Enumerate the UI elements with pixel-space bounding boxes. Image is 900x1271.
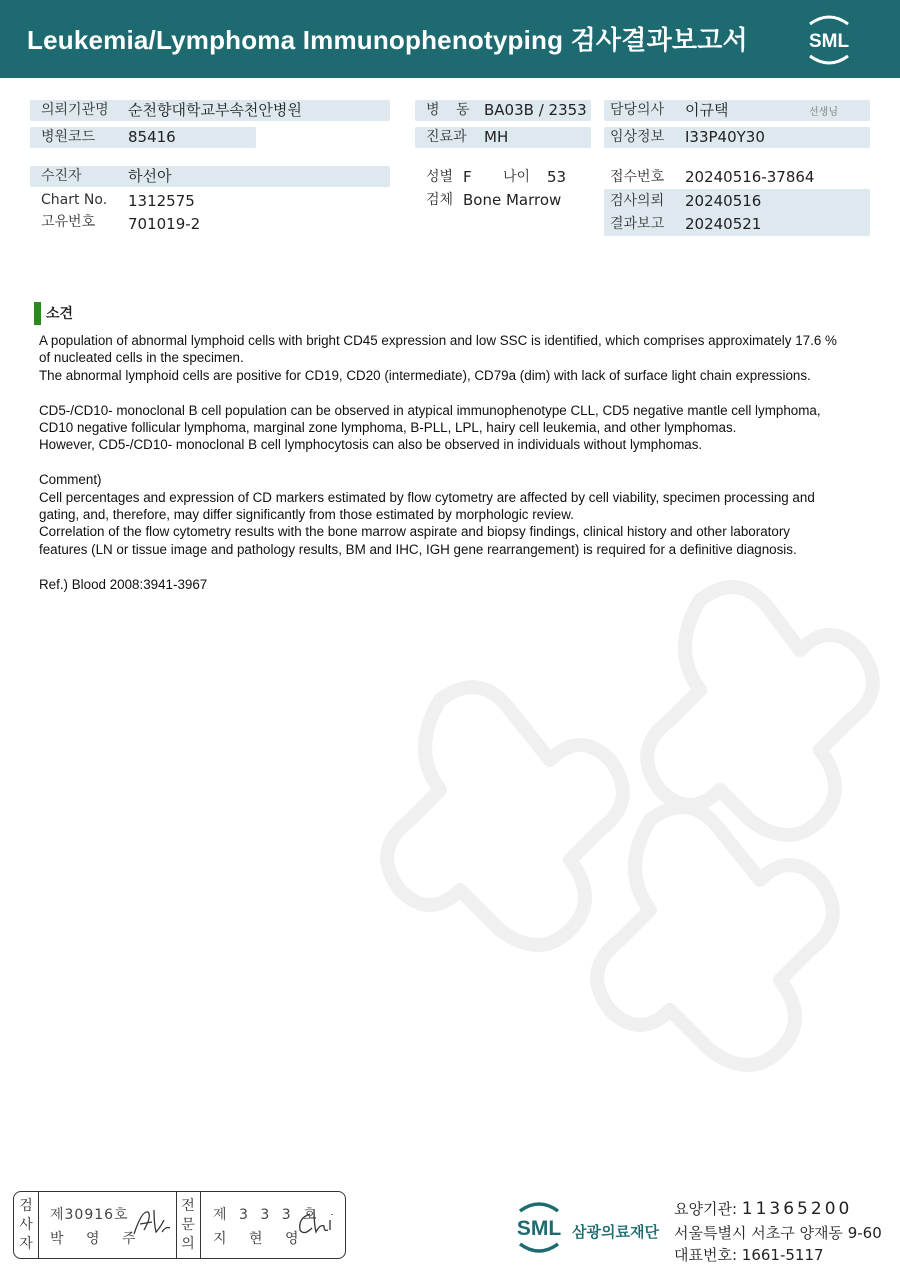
receipt-value: 20240516-37864 [685, 168, 815, 186]
tester-char: 검 [19, 1198, 33, 1214]
hospital-code-value: 85416 [128, 128, 176, 146]
comment-heading: Comment) [39, 472, 102, 488]
finding-paragraph: A population of abnormal lymphoid cells with bright CD45 expression and low SSC is identified, which comprises approximately 17.6 % of nucleated cells in the specimen. [39, 333, 837, 366]
sex-label: 성별 [426, 169, 454, 185]
dept-value: MH [484, 128, 509, 146]
institution-code-value: 11365200 [741, 1199, 853, 1219]
watermark-cross-shapes [350, 560, 890, 1080]
finding-paragraph: CD5-/CD10- monoclonal B cell population can be observed in atypical immunophenotype CLL, CD5 negative mantle cell lymphoma, CD10 negative follicular lymphoma, marginal zone lymphoma, B-PLL, LPL, hairy cell leukemia, and other lymphomas. [39, 402, 821, 436]
unique-label: 고유번호 [41, 214, 96, 230]
sex-value: F [463, 168, 472, 186]
patient-value: 하선아 [128, 167, 172, 185]
expert-char: 문 [181, 1217, 195, 1233]
dept-label: 진료과 [426, 129, 467, 145]
chart-value: 1312575 [128, 192, 195, 210]
footer-logo-text: SML [516, 1217, 562, 1240]
comment-paragraph: Cell percentages and expression of CD markers estimated by flow cytometry are affected by cell viability, specimen processing and gating, and, therefore, may differ significantly from those estimated by morphologic review. [39, 489, 815, 523]
phone-value: 1661-5117 [741, 1246, 824, 1264]
section-marker [34, 302, 41, 325]
expert-char: 전 [181, 1198, 195, 1214]
receipt-label: 접수번호 [610, 169, 665, 185]
comment-paragraph: Correlation of the flow cytometry results with the bone marrow aspirate and biopsy findings, clinical history and other laboratory features (LN or tissue image and pathology results, BM and IHC, IGH gene rearrangement) is required for a definitive diagnosis. [39, 524, 797, 557]
tester-char: 자 [19, 1236, 33, 1252]
tester-signature-icon [130, 1206, 174, 1240]
clinical-label: 임상정보 [610, 129, 665, 145]
report-title: Leukemia/Lymphoma Immunophenotyping 검사결과보고서 [27, 25, 748, 55]
divider [38, 1192, 39, 1258]
request-label: 검사의뢰 [610, 193, 665, 209]
expert-char: 의 [181, 1236, 195, 1252]
tester-char: 사 [19, 1217, 33, 1233]
organization-name: 삼광의료재단 [572, 1223, 659, 1241]
findings-title: 소견 [46, 306, 74, 322]
sml-logo [800, 12, 858, 66]
clinical-value: I33P40Y30 [685, 128, 765, 146]
footer-sml-logo [508, 1198, 570, 1256]
signature-box [13, 1191, 346, 1259]
patient-label: 수진자 [41, 168, 82, 184]
phone-label: 대표번호: [674, 1246, 738, 1264]
report-label: 결과보고 [610, 216, 665, 232]
divider [200, 1192, 201, 1258]
ward-value: BA03B / 2353 [484, 101, 587, 119]
hospital-label: 의뢰기관명 [41, 102, 109, 118]
tester-name: 박 영 주 [50, 1231, 145, 1247]
address: 서울특별시 서초구 양재동 9-60 [674, 1224, 882, 1242]
logo-text: SML [808, 31, 850, 52]
doctor-value: 이규택 [685, 101, 729, 119]
chart-label: Chart No. [41, 192, 108, 208]
phone [674, 1244, 824, 1265]
tester-license: 제30916호 [50, 1207, 129, 1223]
patient-row-bg [30, 166, 390, 187]
expert-name: 지 현 영 [213, 1231, 308, 1247]
divider [176, 1192, 177, 1258]
findings-body [39, 332, 839, 593]
doctor-label: 담당의사 [610, 102, 665, 118]
hospital-value: 순천향대학교부속천안병원 [128, 101, 302, 119]
unique-value: 701019-2 [128, 215, 201, 233]
report-value: 20240521 [685, 215, 762, 233]
report-header [0, 0, 900, 78]
expert-license: 제 3 3 3 호 [213, 1207, 321, 1223]
institution-code-label: 요양기관: [674, 1200, 738, 1218]
specimen-label: 검체 [426, 192, 454, 208]
hospital-code-label: 병원코드 [41, 129, 96, 145]
request-value: 20240516 [685, 192, 762, 210]
finding-paragraph: The abnormal lymphoid cells are positive for CD19, CD20 (intermediate), CD79a (dim) with lack of surface light chain expressions. [39, 367, 811, 383]
institution-code [674, 1198, 852, 1219]
age-value: 53 [547, 168, 567, 186]
expert-signature-icon [294, 1206, 340, 1240]
age-label: 나이 [503, 169, 531, 185]
specimen-value: Bone Marrow [463, 191, 562, 209]
finding-paragraph: However, CD5-/CD10- monoclonal B cell lymphocytosis can also be observed in individuals without lymphomas. [39, 437, 703, 453]
ward-label: 병 동 [426, 102, 476, 118]
reference: Ref.) Blood 2008:3941-3967 [39, 576, 208, 592]
doctor-suffix: 선생님 [809, 107, 838, 118]
